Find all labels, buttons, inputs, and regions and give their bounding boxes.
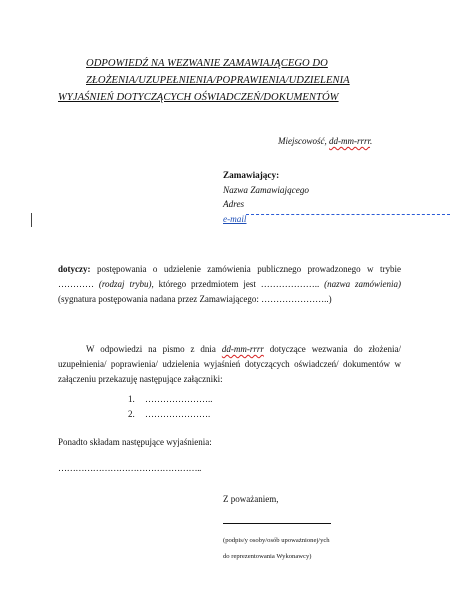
response-text-b: dotyczące wezwania do złożenia/ uzupełnienia/ poprawienia/ udzielenia wyjaśnień dotyczących oświadczeń/ dokumentów w załączeniu przekazuję następujące załączniki:	[58, 344, 402, 384]
text-cursor	[31, 213, 32, 227]
title-line-1: ODPOWIEDŹ NA WEZWANIE ZAMAWIAJĄCEGO DO	[86, 58, 328, 69]
margin-guide-line	[246, 214, 450, 215]
recipient-address: Adres	[223, 199, 245, 209]
place-label: Miejscowość,	[278, 136, 329, 146]
explanations-dots: …………………………………………..	[58, 463, 202, 473]
subject-text-a: postępowania o udzielenie zamówienia publicznego prowadzonego w trybie …………	[58, 264, 401, 289]
subject-paragraph	[58, 262, 401, 307]
list-item-text: …………………..	[145, 394, 213, 404]
attachment-list	[128, 392, 213, 422]
list-item	[128, 392, 213, 407]
explanations-label: Ponadto składam następujące wyjaśnienia:	[58, 437, 212, 447]
recipient-heading: Zamawiający:	[223, 170, 280, 180]
subject-mode: (rodzaj trybu)	[98, 279, 152, 289]
signature-line	[223, 523, 331, 524]
recipient-block	[223, 168, 309, 226]
list-item-number: 2.	[128, 409, 135, 419]
date-placeholder: dd-mm-rrrr	[329, 136, 371, 146]
signature-note-line-1: (podpis/y osoby/osób upoważnionej/ych	[223, 537, 330, 544]
subject-text-b: , którego przedmiotem jest ………………..	[151, 279, 325, 289]
list-item-text: ………………….	[145, 409, 211, 419]
recipient-email[interactable]: e-mail	[223, 213, 247, 224]
recipient-name: Nazwa Zamawiającego	[223, 184, 310, 195]
response-date: dd-mm-rrrr	[221, 344, 264, 354]
place-date	[278, 136, 372, 146]
title-line-3: WYJAŚNIEŃ DOTYCZĄCYCH OŚWIADCZEŃ/DOKUMENTÓW	[58, 92, 339, 103]
list-item-number: 1.	[128, 394, 135, 404]
signature-note	[223, 533, 330, 565]
list-item	[128, 407, 213, 422]
response-text-a: W odpowiedzi na pismo z dnia	[86, 344, 222, 354]
response-paragraph	[58, 342, 401, 387]
closing-text: Z poważaniem,	[223, 494, 279, 504]
subject-text-c: (sygnatura postępowania nadana przez Zamawiającego: …………………..)	[58, 294, 332, 304]
document-title	[58, 55, 398, 106]
subject-label: dotyczy:	[58, 264, 91, 274]
place-suffix: .	[370, 136, 373, 146]
signature-note-line-2: do reprezentowania Wykonawcy)	[223, 553, 312, 560]
subject-name-hint: (nazwa zamówienia)	[324, 279, 402, 289]
title-line-2: ZŁOŻENIA/UZUPEŁNIENIA/POPRAWIENIA/UDZIELENIA	[86, 75, 350, 86]
